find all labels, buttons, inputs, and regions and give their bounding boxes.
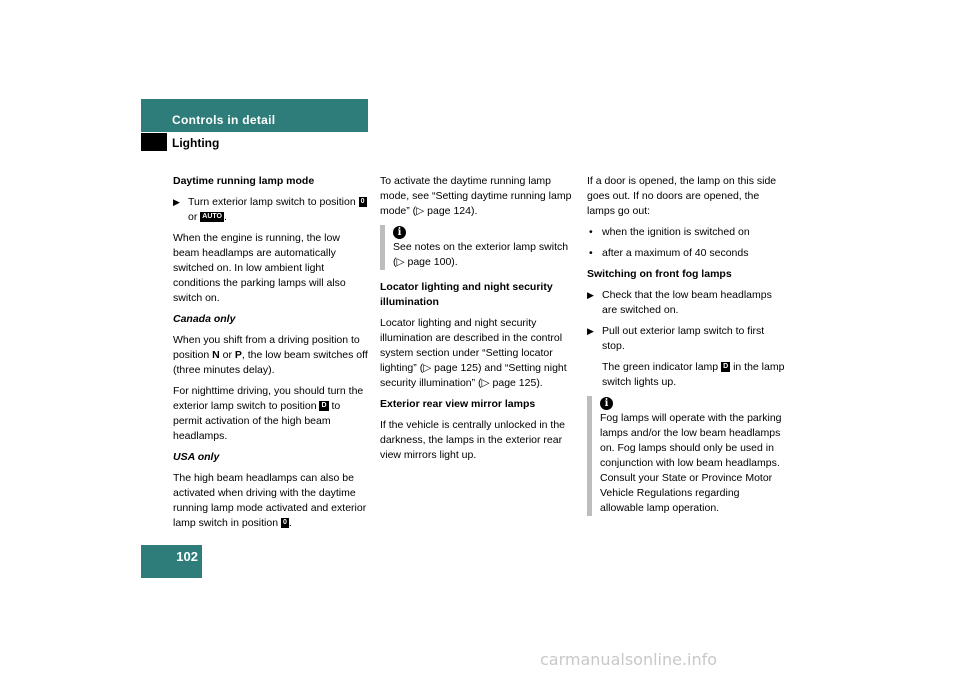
subsection-title: Lighting [172,136,220,150]
fog-lamp-indicator-icon: D [723,363,729,371]
gear-n: N [212,349,220,361]
text-segment: For nighttime driving, you should turn the exterior lamp switch to position [173,385,364,412]
or-text: or [188,211,198,223]
paragraph: If the vehicle is centrally unlocked in the darkness, the lamps in the exterior rear view mirrors light up. [380,419,566,461]
arrow-step-icon: ▶ [173,197,180,207]
step-item: ▶ Turn exterior lamp switch to position 0 or AUTO . [173,196,365,223]
list-item [587,225,785,240]
list-item-text: when the ignition is switched on [602,226,750,238]
text-segment: . [288,517,292,529]
text-segment: or [222,349,232,361]
heading-daytime: Daytime running lamp mode [173,175,315,187]
paragraph: Locator lighting and night security illumination are described in the control system section under “Setting locator lighting” (▷ page 125) and “Setting night security illumination” (▷ page 125). [380,317,567,389]
section-title: Controls in detail [172,113,276,127]
text-segment: to permit activation of the high beam headlamps. [173,400,341,442]
column-3 [587,174,785,526]
canada-only-label: Canada only [173,313,236,325]
list-item [587,246,785,261]
step-text: Pull out exterior lamp switch to first stop. [602,325,765,352]
note-text: Fog lamps will operate with the parking lamps and/or the low beam headlamps on. Fog lamps should only be used in conjunction with low beam headlamps. Consult your State or Province Motor Vehicle Regulations regarding allowable lamp operation. [600,412,782,514]
text-segment: The high beam headlamps can also be activated when driving with the daytime running lamp mode activated and exterior lamp switch in position [173,472,367,529]
page-number: 102 [141,545,202,578]
arrow-step-icon: ▶ [587,326,594,336]
paragraph [173,471,369,531]
column-1 [173,174,369,537]
step-text: Check that the low beam headlamps are switched on. [602,289,772,316]
switch-position-auto-icon: AUTO [202,213,222,221]
switch-position-0-icon: 0 [282,519,287,527]
watermark: carmanualsonline.info [540,650,718,669]
usa-only-label: USA only [173,451,220,463]
step-result [602,360,785,390]
paragraph: To activate the daytime running lamp mode, see “Setting daytime running lamp mode” (▷ page 124). [380,175,572,217]
text-segment: in the lamp switch lights up. [602,361,785,388]
column-2 [380,174,578,469]
bullet-icon: • [589,226,593,238]
note-text: See notes on the exterior lamp switch (▷ page 100). [393,241,569,268]
step-item [587,324,785,390]
low-beam-icon: D [321,402,327,410]
paragraph: If a door is opened, the lamp on this side goes out. If no doors are opened, the lamps go out: [587,175,777,217]
paragraph: When the engine is running, the low beam headlamps are automatically switched on. In low ambient light conditions the parking lamps will also switch on. [173,232,346,304]
info-note [587,396,785,516]
bullet-icon: • [589,247,593,259]
step-text: Turn exterior lamp switch to position [188,196,356,208]
switch-position-0-icon: 0 [360,198,365,206]
gear-p: P [234,349,242,361]
paragraph [173,333,369,378]
info-icon: i [393,226,406,239]
text-segment: , the low beam switches off (three minutes delay). [173,349,368,376]
arrow-step-icon: ▶ [587,290,594,300]
header-marker [141,133,167,151]
info-icon: i [600,397,613,410]
step-item [587,288,785,318]
paragraph [173,384,369,444]
heading-locator: Locator lighting and night security illumination [380,281,553,308]
heading-fog-lamps: Switching on front fog lamps [587,268,732,280]
info-note [380,225,578,270]
text-segment: When you shift from a driving position to position [173,334,360,361]
list-item-text: after a maximum of 40 seconds [602,247,749,259]
heading-mirror-lamps: Exterior rear view mirror lamps [380,398,536,410]
text-segment: The green indicator lamp [602,361,719,373]
